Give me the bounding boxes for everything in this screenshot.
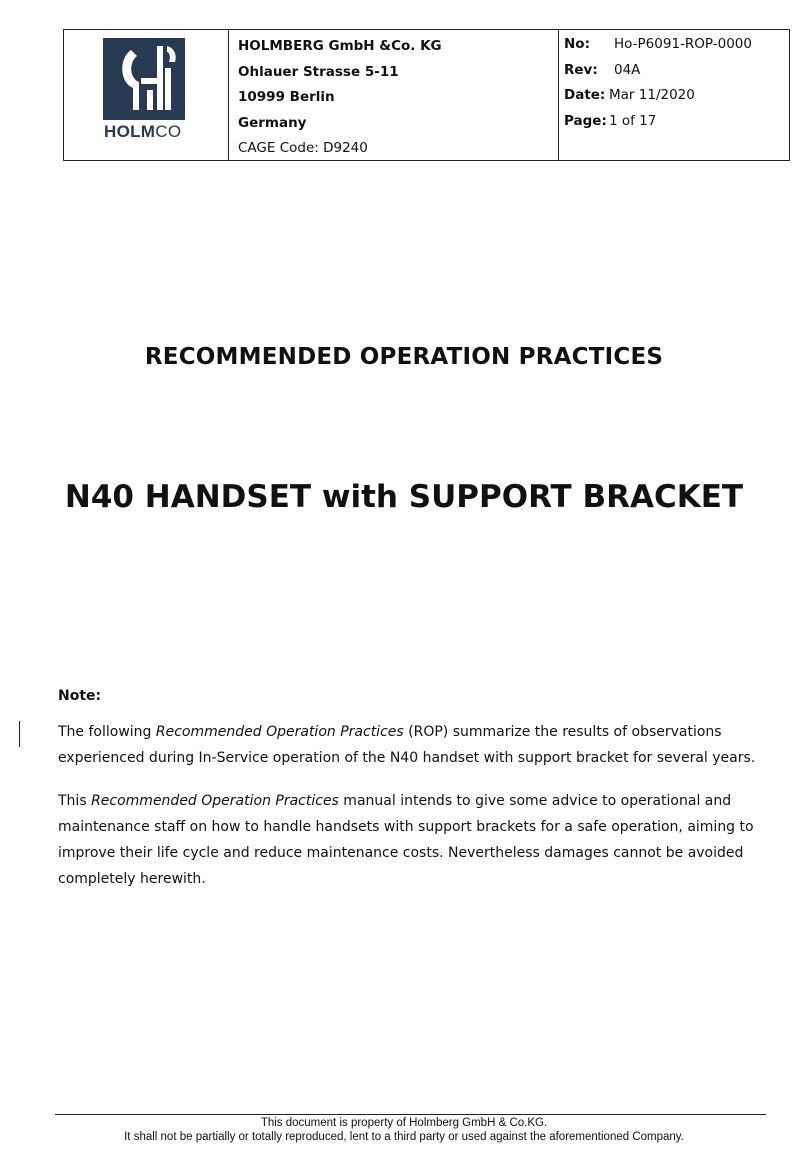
paragraph-line: maintenance staff on how to handle handsets with support brackets for a safe operation, aiming to <box>58 819 754 835</box>
doc-number-row <box>564 32 789 58</box>
revision-label: Rev: <box>564 61 598 78</box>
note-paragraph-1 <box>58 719 756 771</box>
note-label: Note: <box>58 688 102 704</box>
paragraph-line: completely herewith. <box>58 871 206 887</box>
footer-divider <box>55 1114 766 1115</box>
page-row <box>564 109 789 135</box>
paragraph-line: This Recommended Operation Practices manual intends to give some advice to operational and <box>58 793 732 809</box>
company-address <box>229 30 559 160</box>
doc-number-value: Ho-P6091-ROP-0000 <box>614 36 752 52</box>
logo-cell <box>64 30 229 160</box>
doc-number-label: No: <box>564 36 590 52</box>
date-row <box>564 83 789 109</box>
date-label: Date: <box>564 87 606 103</box>
paragraph-line: improve their life cycle and reduce maintenance costs. Nevertheless damages cannot be avoided <box>58 845 744 861</box>
date-value: Mar 11/2020 <box>609 87 695 103</box>
footer-reproduction-notice: It shall not be partially or totally reproduced, lent to a third party or used against the aforementioned Company. <box>124 1131 684 1143</box>
document-subtitle: N40 HANDSET with SUPPORT BRACKET <box>64 479 744 515</box>
logo-wordmark: HOLMCO <box>104 122 182 141</box>
revision-change-bar <box>19 721 20 747</box>
document-title: RECOMMENDED OPERATION PRACTICES <box>144 344 664 370</box>
company-city: 10999 Berlin <box>238 89 335 105</box>
document-meta <box>559 30 789 160</box>
company-name: HOLMBERG GmbH &Co. KG <box>238 38 442 54</box>
company-street: Ohlauer Strasse 5-11 <box>238 63 399 80</box>
paragraph-line: experienced during In-Service operation of the N40 handset with support bracket for several years. <box>58 750 756 766</box>
page-label: Page: <box>564 112 607 129</box>
revision-value: 04A <box>614 61 641 78</box>
document-header <box>63 29 790 161</box>
revision-row <box>564 58 789 84</box>
page-value: 1 of 17 <box>609 112 657 129</box>
note-paragraph-2 <box>58 788 754 892</box>
footer-ownership-notice: This document is property of Holmberg GmbH & Co.KG. <box>260 1117 548 1129</box>
paragraph-line: The following Recommended Operation Practices (ROP) summarize the results of observations <box>58 724 722 740</box>
cage-code: CAGE Code: D9240 <box>238 140 368 156</box>
company-country: Germany <box>238 114 307 131</box>
